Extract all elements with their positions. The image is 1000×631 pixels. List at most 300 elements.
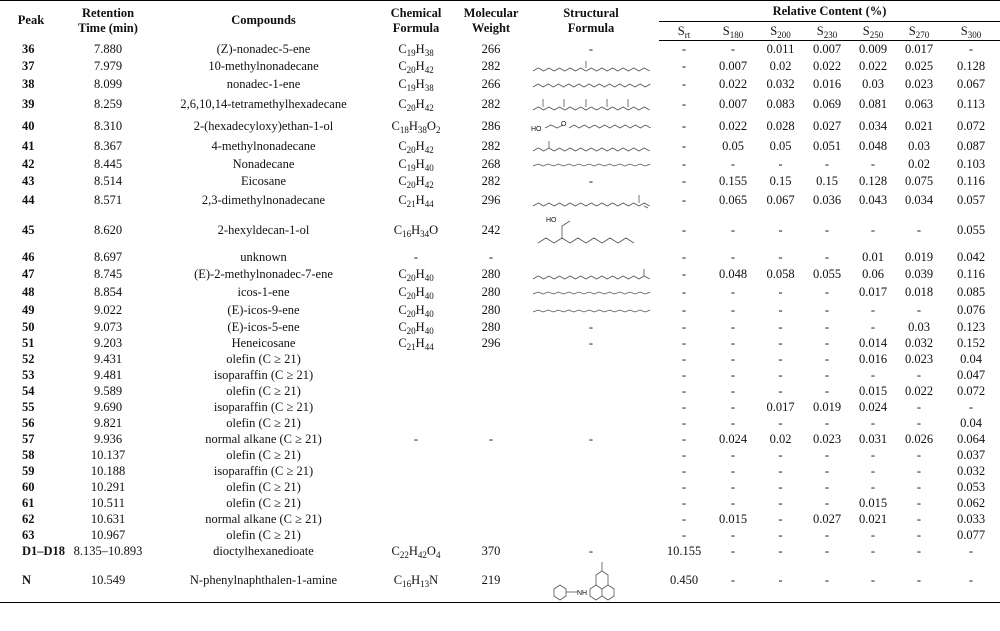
compound-cell: normal alkane (C ≥ 21) (205, 511, 322, 526)
molecular-weight-cell: 280 (481, 319, 501, 334)
structural-formula-cell (523, 383, 659, 399)
compound-cell: 2-(hexadecyloxy)ethan-1-ol (193, 118, 334, 133)
relative-content-cell: - (778, 527, 783, 542)
relative-content-cell: 0.033 (956, 511, 986, 526)
relative-content-cell: - (730, 222, 736, 237)
compound-cell: 2,6,10,14-tetramethylhexadecane (180, 96, 347, 111)
relative-content-cell: - (730, 249, 736, 264)
peak-cell: 63 (22, 527, 35, 542)
table-row (0, 367, 1000, 383)
relative-content-cell: 0.048 (858, 138, 888, 153)
compound-cell: 2,3-dimethylnonadecane (201, 192, 326, 207)
relative-content-cell: - (730, 367, 736, 382)
relative-content-cell: 0.15 (769, 173, 792, 188)
table-row (0, 495, 1000, 511)
relative-content-cell: - (824, 249, 830, 264)
relative-content-cell: 0.032 (904, 335, 934, 350)
table-row (0, 319, 1000, 335)
relative-content-cell: - (968, 41, 974, 56)
relative-content-cell: 0.081 (858, 96, 888, 111)
relative-content-cell: - (824, 527, 830, 542)
structural-formula-cell (523, 527, 659, 543)
relative-content-cell: - (681, 431, 687, 446)
relative-content-cell: - (778, 156, 783, 171)
relative-content-cell: 0.055 (956, 222, 986, 237)
relative-content-cell: - (730, 399, 736, 414)
relative-content-cell: - (916, 415, 922, 430)
molecular-weight-cell: 282 (481, 173, 501, 188)
chemical-formula-cell (373, 527, 459, 543)
structural-formula-cell (523, 479, 659, 495)
chemical-formula-cell: $C_{22}H_{42}O_4$ (391, 543, 441, 560)
relative-content-cell: 0.05 (769, 138, 792, 153)
structural-formula-cell (523, 463, 659, 479)
molecular-weight-cell: 296 (481, 192, 501, 207)
header-relative-content: Relative Content (%) (659, 1, 1000, 22)
compound-cell: olefin (C ≥ 21) (226, 527, 301, 542)
relative-content-cell: - (681, 367, 687, 382)
peak-cell: 53 (22, 367, 35, 382)
relative-content-cell: - (896, 559, 942, 603)
relative-content-cell: 0.04 (960, 351, 982, 366)
molecular-weight-cell: 370 (481, 543, 501, 558)
table-row (0, 447, 1000, 463)
structural-formula-cell (523, 283, 659, 301)
peak-cell: 40 (22, 118, 35, 133)
relative-content-cell: 0.037 (956, 447, 986, 462)
compound-cell: (Z)-nonadec-5-ene (216, 41, 311, 56)
relative-content-cell: - (916, 222, 922, 237)
chemical-formula-cell (373, 495, 459, 511)
retention-time-cell: 8.697 (93, 249, 123, 264)
relative-content-cell: - (968, 399, 974, 414)
relative-content-cell: - (730, 351, 736, 366)
relative-content-cell: 0.039 (904, 266, 934, 281)
relative-content-cell: - (778, 415, 783, 430)
relative-content-cell: - (968, 543, 974, 558)
structural-formula-image (531, 266, 651, 282)
retention-time-cell: 7.979 (93, 58, 123, 73)
structural-formula-image (531, 159, 651, 169)
relative-content-cell: 0.062 (956, 495, 986, 510)
relative-content-cell: 0.017 (766, 399, 795, 414)
relative-content-cell: - (757, 559, 804, 603)
molecular-weight-cell: 280 (481, 284, 501, 299)
structural-formula-image (531, 305, 651, 315)
retention-time-cell: 8.571 (93, 192, 123, 207)
relative-content-cell: - (681, 138, 687, 153)
relative-content-cell: - (681, 96, 687, 111)
peak-cell: 45 (22, 222, 35, 237)
retention-time-cell: 8.854 (93, 284, 123, 299)
table-row (0, 335, 1000, 351)
relative-content-cell: - (916, 495, 922, 510)
relative-content-cell: 0.031 (858, 431, 888, 446)
relative-content-cell: - (824, 479, 830, 494)
chemical-formula-cell: $C_{16}H_{13}N$ (373, 559, 459, 603)
relative-content-cell: - (916, 543, 922, 558)
relative-content-cell: 0.034 (858, 118, 888, 133)
relative-content-cell: - (730, 156, 736, 171)
retention-time-cell: 9.203 (93, 335, 123, 350)
relative-content-cell: 10.155 (666, 543, 702, 558)
retention-time-cell: 8.367 (93, 138, 123, 153)
compound-cell: Heneicosane (231, 335, 296, 350)
relative-content-cell: - (730, 383, 736, 398)
relative-content-cell: 0.042 (956, 249, 986, 264)
compound-cell: olefin (C ≥ 21) (226, 479, 301, 494)
retention-time-cell: 8.099 (93, 76, 123, 91)
retention-time-cell: 8.445 (93, 156, 123, 171)
relative-content-cell: - (681, 58, 687, 73)
peak-cell: 58 (22, 447, 35, 462)
table-row (0, 543, 1000, 559)
molecular-weight-cell: 280 (481, 302, 501, 317)
header-peak: Peak (0, 1, 62, 41)
compound-cell: Eicosane (240, 173, 287, 188)
structural-formula-image (531, 287, 651, 297)
relative-content-cell: - (824, 495, 830, 510)
molecular-weight-cell: - (488, 249, 494, 264)
relative-content-cell: - (824, 302, 830, 317)
peak-cell: 44 (22, 192, 35, 207)
structural-formula-cell (523, 155, 659, 173)
chemical-formula-cell (373, 447, 459, 463)
header-sample-270: $S_{270}$ (896, 22, 942, 41)
relative-content-cell: 0.011 (766, 41, 795, 56)
relative-content-cell: - (681, 383, 687, 398)
relative-content-cell: 0.022 (718, 118, 748, 133)
relative-content-cell: 0.103 (956, 156, 986, 171)
relative-content-cell: 0.053 (956, 479, 986, 494)
relative-content-cell: - (916, 447, 922, 462)
relative-content-cell: - (778, 463, 783, 478)
relative-content-cell: - (730, 479, 736, 494)
header-sample-200: $S_{200}$ (757, 22, 804, 41)
relative-content-cell: - (870, 527, 876, 542)
relative-content-cell: - (681, 319, 687, 334)
relative-content-cell: - (681, 527, 687, 542)
relative-content-cell: 0.057 (956, 192, 986, 207)
chemical-formula-cell: $C_{19}H_{40}$ (398, 156, 434, 173)
table-row (0, 115, 1000, 137)
relative-content-cell: - (916, 511, 922, 526)
structural-formula-cell: - (588, 543, 594, 558)
peak-cell: 51 (22, 335, 35, 350)
molecular-weight-cell: 219 (459, 559, 523, 603)
relative-content-cell: - (681, 249, 687, 264)
chemical-formula-cell: $C_{18}H_{38}O_2$ (391, 118, 441, 135)
relative-content-cell: 0.067 (956, 76, 986, 91)
relative-content-cell: 0.007 (718, 96, 748, 111)
relative-content-cell: 0.15 (816, 173, 838, 188)
table-row (0, 249, 1000, 265)
relative-content-cell: 0.072 (956, 383, 986, 398)
retention-time-cell: 9.481 (93, 367, 123, 382)
relative-content-cell: - (824, 156, 830, 171)
relative-content-cell: 0.069 (812, 96, 842, 111)
molecular-weight-cell (459, 447, 523, 463)
peak-cell: D1–D18 (22, 543, 66, 558)
retention-time-cell: 9.022 (93, 302, 123, 317)
retention-time-cell: 10.137 (90, 447, 126, 462)
compound-cell: (E)-icos-9-ene (227, 302, 300, 317)
relative-content-cell: - (824, 463, 830, 478)
relative-content-cell: - (681, 335, 687, 350)
relative-content-cell: 0.05 (722, 138, 744, 153)
structural-formula-cell (523, 189, 659, 211)
table-row (0, 283, 1000, 301)
header-sample-180: $S_{180}$ (709, 22, 757, 41)
structural-formula-cell (523, 367, 659, 383)
chemical-formula-cell: $C_{21}H_{44}$ (398, 192, 434, 209)
header-sample-rt: $S_{rt}$ (659, 22, 709, 41)
peak-cell: 38 (22, 76, 35, 91)
relative-content-cell: - (778, 335, 783, 350)
relative-content-cell: - (681, 76, 687, 91)
relative-content-cell: - (942, 559, 1000, 603)
relative-content-cell: - (730, 319, 736, 334)
structural-formula-image (531, 95, 651, 113)
relative-content-cell: - (681, 192, 687, 207)
relative-content-cell: - (730, 335, 736, 350)
structure-atom-label: HO (531, 125, 542, 133)
molecular-weight-cell: 282 (481, 96, 501, 111)
relative-content-cell: 0.01 (862, 249, 884, 264)
relative-content-cell: 0.028 (766, 118, 795, 133)
compound-cell: Nonadecane (232, 156, 295, 171)
relative-content-cell: - (730, 495, 736, 510)
molecular-weight-cell: 296 (481, 335, 501, 350)
chemical-formula-cell (373, 415, 459, 431)
relative-content-cell: - (870, 156, 876, 171)
retention-time-cell: 8.135–10.893 (73, 543, 143, 558)
peak-cell: 49 (22, 302, 35, 317)
relative-content-cell: 0.128 (956, 58, 986, 73)
molecular-weight-cell (459, 463, 523, 479)
relative-content-cell: 0.03 (908, 138, 930, 153)
relative-content-cell: - (870, 415, 876, 430)
retention-time-cell: 8.514 (93, 173, 123, 188)
relative-content-cell: 0.065 (718, 192, 748, 207)
molecular-weight-cell: 266 (481, 76, 501, 91)
relative-content-cell: - (824, 383, 830, 398)
relative-content-cell: 0.032 (766, 76, 795, 91)
relative-content-cell: 0.067 (766, 192, 795, 207)
relative-content-cell: - (681, 415, 687, 430)
chemical-formula-cell: $C_{20}H_{42}$ (398, 173, 434, 190)
table-row (0, 559, 1000, 603)
relative-content-cell: 0.018 (904, 284, 934, 299)
structural-formula-cell (523, 265, 659, 283)
relative-content-cell: - (681, 173, 687, 188)
relative-content-cell: - (681, 118, 687, 133)
peak-cell: 56 (22, 415, 35, 430)
peak-cell: 55 (22, 399, 35, 414)
relative-content-cell: 0.076 (956, 302, 986, 317)
peak-cell: 61 (22, 495, 35, 510)
relative-content-cell: 0.017 (904, 41, 934, 56)
chemical-formula-cell: - (413, 249, 419, 264)
relative-content-cell: 0.072 (956, 118, 986, 133)
relative-content-cell: - (681, 222, 687, 237)
table-row (0, 463, 1000, 479)
structure-atom-label: O (561, 120, 567, 128)
molecular-weight-cell (459, 479, 523, 495)
table-row (0, 415, 1000, 431)
molecular-weight-cell (459, 495, 523, 511)
relative-content-cell: 0.043 (858, 192, 888, 207)
relative-content-cell: - (681, 284, 687, 299)
relative-content-cell: - (730, 284, 736, 299)
structural-formula-cell (523, 447, 659, 463)
header-mw: Molecular Weight (459, 1, 523, 41)
header-retention: Retention Time (min) (62, 1, 154, 41)
relative-content-cell: - (916, 479, 922, 494)
relative-content-cell: 0.009 (858, 41, 888, 56)
relative-content-cell: 0.058 (766, 266, 795, 281)
relative-content-cell: 0.083 (766, 96, 795, 111)
retention-time-cell: 9.936 (93, 431, 123, 446)
peak-cell: 54 (22, 383, 35, 398)
chemical-formula-cell (373, 479, 459, 495)
retention-time-cell: 8.745 (93, 266, 123, 281)
relative-content-cell: 0.116 (957, 173, 985, 188)
structural-formula-cell (523, 495, 659, 511)
chemical-formula-cell: $C_{20}H_{42}$ (398, 58, 434, 75)
table-row (0, 527, 1000, 543)
relative-content-cell: 0.128 (858, 173, 888, 188)
relative-content-cell: - (778, 495, 783, 510)
chemical-formula-cell: $C_{20}H_{40}$ (398, 302, 434, 319)
structural-formula-cell (523, 511, 659, 527)
relative-content-cell: - (916, 527, 922, 542)
chemical-formula-cell: $C_{19}H_{38}$ (398, 76, 434, 93)
relative-content-cell: - (778, 222, 783, 237)
structural-formula-cell (523, 399, 659, 415)
compound-cell: olefin (C ≥ 21) (226, 447, 301, 462)
compound-cell: 10-methylnonadecane (208, 58, 319, 73)
relative-content-cell: 0.03 (862, 76, 884, 91)
structural-formula-image (531, 138, 651, 154)
relative-content-cell: 0.015 (858, 495, 888, 510)
structural-formula-cell (523, 559, 659, 603)
relative-content-cell: - (870, 367, 876, 382)
peak-cell: 41 (22, 138, 35, 153)
relative-content-cell: - (681, 495, 687, 510)
peak-cell: 57 (22, 431, 35, 446)
structural-formula-image (531, 191, 651, 209)
header-structural: Structural Formula (523, 1, 659, 41)
retention-time-cell: 9.073 (93, 319, 123, 334)
relative-content-cell: 0.450 (659, 559, 709, 603)
relative-content-cell: 0.021 (904, 118, 934, 133)
compound-cell: (E)-icos-5-ene (227, 319, 300, 334)
relative-content-cell: - (778, 351, 783, 366)
relative-content-cell: 0.024 (858, 399, 888, 414)
retention-time-cell: 10.291 (90, 479, 126, 494)
table-row (0, 511, 1000, 527)
header-compounds: Compounds (154, 1, 373, 41)
relative-content-cell: 0.021 (858, 511, 888, 526)
molecular-weight-cell (459, 399, 523, 415)
peak-cell: 39 (22, 96, 35, 111)
relative-content-cell: 0.007 (812, 41, 842, 56)
table-row (0, 301, 1000, 319)
table-row (0, 351, 1000, 367)
relative-content-cell: 0.032 (956, 463, 986, 478)
structural-formula-image (548, 559, 634, 601)
relative-content-cell: - (824, 367, 830, 382)
structural-formula-cell (523, 211, 659, 249)
relative-content-cell: - (870, 463, 876, 478)
peak-cell: 52 (22, 351, 35, 366)
relative-content-cell: 0.047 (956, 367, 986, 382)
retention-time-cell: 9.690 (93, 399, 123, 414)
chemical-formula-cell: $C_{21}H_{44}$ (398, 335, 434, 352)
chemical-formula-cell: $C_{16}H_{34}O$ (393, 222, 439, 239)
peak-cell: 37 (22, 58, 35, 73)
molecular-weight-cell: 282 (481, 138, 501, 153)
relative-content-cell: - (870, 479, 876, 494)
relative-content-cell: 0.152 (956, 335, 986, 350)
relative-content-cell: 0.048 (718, 266, 748, 281)
structural-formula-cell (523, 249, 659, 265)
relative-content-cell: - (681, 41, 687, 56)
retention-time-cell: 8.620 (93, 222, 123, 237)
relative-content-cell: 0.116 (957, 266, 985, 281)
retention-time-cell: 9.431 (93, 351, 123, 366)
peak-cell: 43 (22, 173, 35, 188)
retention-time-cell: 9.589 (93, 383, 123, 398)
molecular-weight-cell: 266 (481, 41, 501, 56)
molecular-weight-cell: 286 (481, 118, 501, 133)
structural-formula-cell (523, 93, 659, 115)
relative-content-cell: - (850, 559, 896, 603)
relative-content-cell: - (824, 415, 830, 430)
relative-content-cell: - (730, 447, 736, 462)
relative-content-cell: - (681, 511, 687, 526)
relative-content-cell: - (778, 383, 783, 398)
relative-content-cell: 0.022 (858, 58, 888, 73)
relative-content-cell: 0.063 (904, 96, 934, 111)
relative-content-cell: - (916, 463, 922, 478)
relative-content-cell: - (916, 302, 922, 317)
relative-content-cell: - (778, 367, 783, 382)
relative-content-cell: - (778, 479, 783, 494)
relative-content-cell: - (778, 543, 783, 558)
relative-content-cell: 0.027 (812, 118, 842, 133)
relative-content-cell: 0.155 (718, 173, 748, 188)
compound-cell: olefin (C ≥ 21) (226, 383, 301, 398)
relative-content-cell: 0.113 (957, 96, 985, 111)
relative-content-cell: 0.016 (858, 351, 888, 366)
relative-content-cell: - (681, 463, 687, 478)
relative-content-cell: - (824, 222, 830, 237)
chemical-formula-cell: $C_{20}H_{42}$ (398, 138, 434, 155)
structural-formula-cell: - (588, 431, 594, 446)
relative-content-cell: - (870, 222, 876, 237)
peak-cell: 42 (22, 156, 35, 171)
structure-atom-label: NH (577, 590, 588, 598)
compound-cell: isoparaffin (C ≥ 21) (213, 399, 314, 414)
structural-formula-cell (523, 57, 659, 75)
peak-cell: 36 (22, 41, 35, 56)
relative-content-cell: - (778, 302, 783, 317)
table-row (0, 57, 1000, 75)
table-row (0, 173, 1000, 189)
relative-content-cell: - (916, 367, 922, 382)
